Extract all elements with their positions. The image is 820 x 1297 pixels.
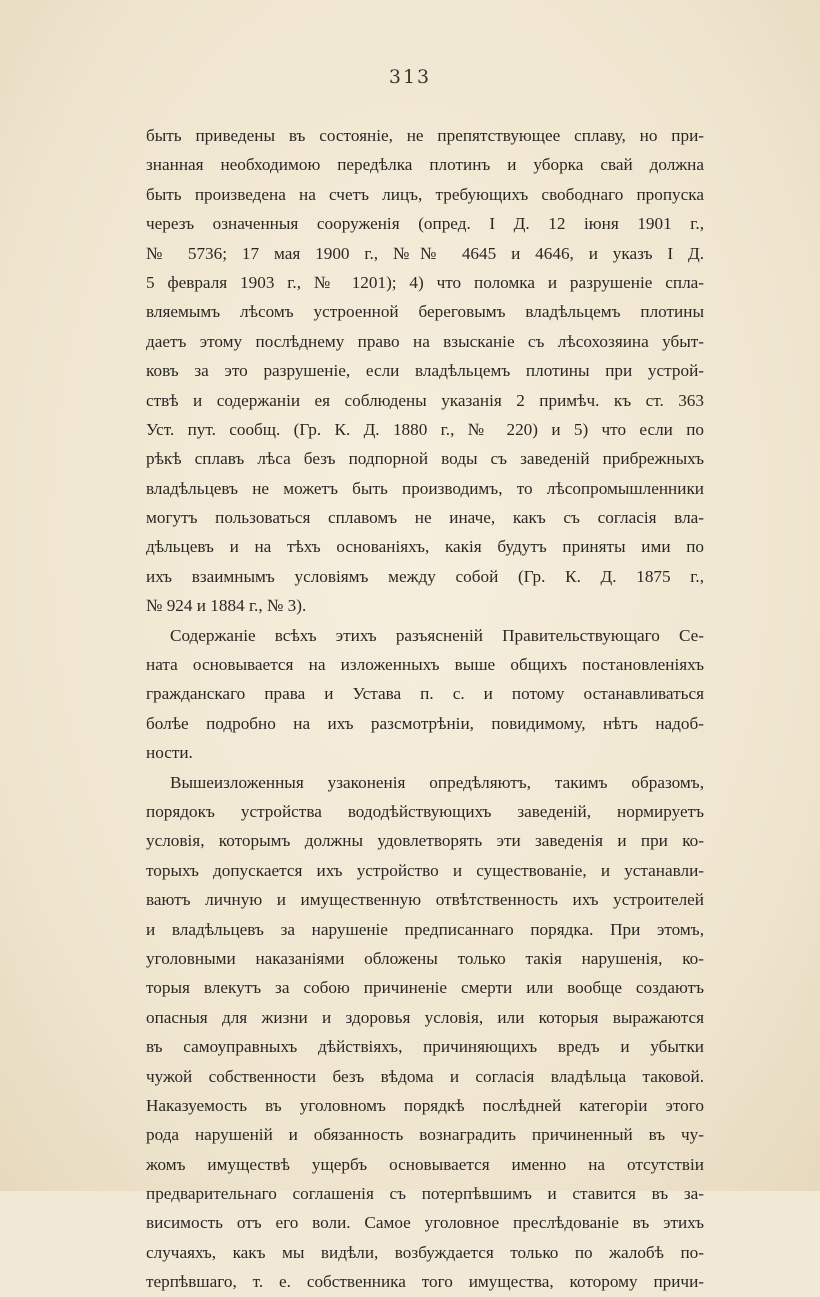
text-line: Вышеизложенныя узаконенія опредѣляютъ, такимъ образомъ, (170, 772, 704, 792)
text-line: въ самоуправныхъ дѣйствіяхъ, причиняющихъ вредъ и убытки (146, 1037, 704, 1057)
text-line: висимость отъ его воли. Самое уголовное преслѣдованіе въ этихъ (146, 1213, 704, 1233)
text-line: ихъ взаимнымъ условіямъ между собой (Гр. К. Д. 1875 г., (146, 566, 704, 586)
text-line: чужой собственности безъ вѣдома и согласія владѣльца таковой. (146, 1066, 704, 1086)
text-line: вляемымъ лѣсомъ устроенной береговымъ владѣльцемъ плотины (146, 302, 704, 322)
text-line: № 924 и 1884 г., № 3). (146, 596, 307, 616)
text-line: гражданскаго права и Устава п. с. и потому останавливаться (146, 684, 704, 704)
text-line: Уст. пут. сообщ. (Гр. К. Д. 1880 г., № 220) и 5) что если по (146, 419, 704, 439)
text-line: терпѣвшаго, т. е. собственника того имущества, которому причи- (146, 1272, 704, 1292)
text-line: порядокъ устройства вододѣйствующихъ заведеній, нормируетъ (146, 801, 704, 821)
text-line: могутъ пользоваться сплавомъ не иначе, какъ съ согласія вла- (146, 508, 704, 528)
text-line: рода нарушеній и обязанность вознаградить причиненный въ чу- (146, 1125, 704, 1145)
text-line: предварительнаго соглашенія съ потерпѣвшимъ и ставится въ за- (146, 1184, 704, 1204)
text-line: даетъ этому послѣднему право на взысканіе съ лѣсохозяина убыт- (146, 331, 704, 351)
text-line: дѣльцевъ и на тѣхъ основаніяхъ, какія будутъ приняты ими по (146, 537, 704, 557)
page-number: 313 (388, 66, 432, 88)
text-line: 5 февраля 1903 г., № 1201); 4) что поломка и разрушеніе спла- (146, 272, 704, 292)
text-line: черезъ означенныя сооруженія (опред. I Д. 12 іюня 1901 г., (146, 214, 704, 234)
text-line: и владѣльцевъ за нарушеніе предписаннаго порядка. При этомъ, (146, 919, 704, 939)
text-line: рѣкѣ сплавъ лѣса безъ подпорной воды съ заведеній прибрежныхъ (146, 449, 704, 469)
text-line: ности. (146, 743, 193, 763)
text-line: болѣе подробно на ихъ разсмотрѣніи, повидимому, нѣтъ надоб- (146, 713, 704, 733)
text-line: ковъ за это разрушеніе, если владѣльцемъ плотины при устрой- (146, 361, 704, 381)
text-line: торыя влекутъ за собою причиненіе смерти или вообще создаютъ (146, 978, 704, 998)
text-line: быть произведена на счетъ лицъ, требующихъ свободнаго пропуска (146, 184, 704, 204)
text-line: ната основывается на изложенныхъ выше общихъ постановленіяхъ (146, 655, 704, 675)
text-line: условія, которымъ должны удовлетворять эти заведенія и при ко- (146, 831, 704, 851)
text-line: знанная необходимою передѣлка плотинъ и уборка свай должна (146, 155, 704, 175)
text-line: ствѣ и содержаніи ея соблюдены указанія 2 примѣч. къ ст. 363 (146, 390, 704, 410)
text-line: уголовными наказаніями обложены только такія нарушенія, ко- (146, 948, 704, 968)
text-line: ваютъ личную и имущественную отвѣтственность ихъ устроителей (146, 890, 704, 910)
text-line: торыхъ допускается ихъ устройство и существованіе, и устанавли- (146, 860, 704, 880)
text-line: жомъ имуществѣ ущербъ основывается именно на отсутствіи (146, 1154, 704, 1174)
text-line: владѣльцевъ не можетъ быть производимъ, то лѣсопромышленники (146, 478, 704, 498)
text-line: № 5736; 17 мая 1900 г., №№ 4645 и 4646, и указъ I Д. (146, 243, 704, 263)
body-text (146, 121, 704, 1297)
text-line: Наказуемость въ уголовномъ порядкѣ послѣдней категоріи этого (146, 1095, 704, 1115)
text-line: опасныя для жизни и здоровья условія, или которыя выражаются (146, 1007, 704, 1027)
text-line: Содержаніе всѣхъ этихъ разъясненій Правительствующаго Се- (170, 625, 704, 645)
text-line: случаяхъ, какъ мы видѣли, возбуждается только по жалобѣ по- (146, 1242, 704, 1262)
text-line: быть приведены въ состояніе, не препятствующее сплаву, но при- (146, 126, 704, 145)
